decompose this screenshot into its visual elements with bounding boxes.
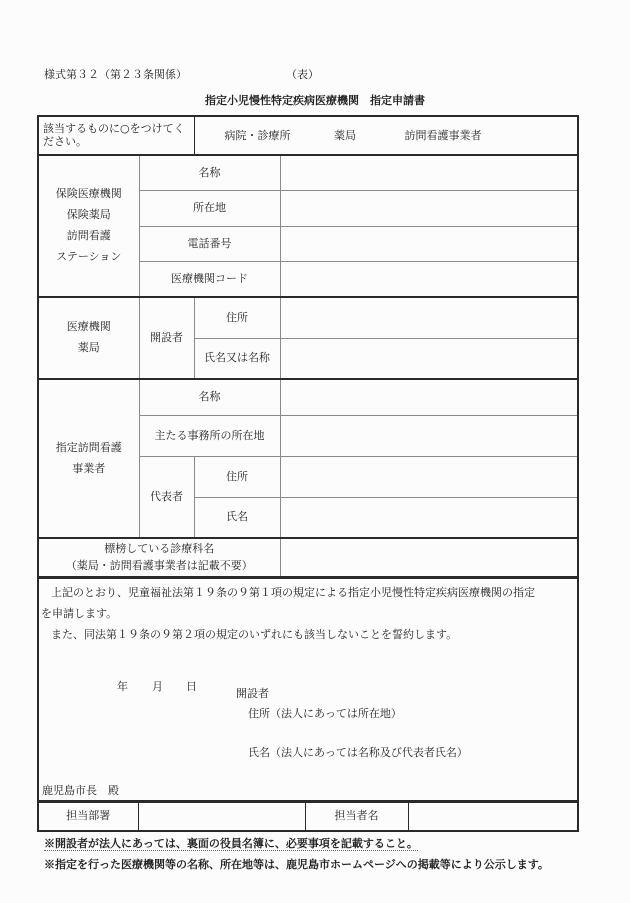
location-input[interactable]: [280, 190, 578, 226]
name-input[interactable]: [280, 155, 578, 190]
heading-line: 保険医療機関: [55, 187, 122, 201]
specialty-label-line: 標榜している診療科名: [104, 542, 215, 555]
main-office-input[interactable]: [280, 415, 578, 456]
institution-code-input[interactable]: [280, 261, 578, 297]
founder-name-input[interactable]: [280, 338, 578, 379]
heading-line: 訪問看護: [66, 229, 111, 242]
note-text: ※開設者が法人にあっては、裏面の役員名簿に、必要事項を記載すること。: [44, 837, 418, 850]
field-label-founder-name: 氏名又は名称: [194, 338, 280, 379]
field-label-phone: 電話番号: [139, 226, 280, 261]
field-label-location: 所在地: [139, 190, 280, 226]
rep-name-input[interactable]: [280, 497, 578, 538]
type-selection-row: [38, 116, 578, 155]
field-label-name: 名称: [139, 155, 280, 190]
contact-table: [37, 800, 579, 832]
specialty-label: [38, 538, 280, 577]
declaration-line-2: を申請します。: [41, 607, 118, 620]
option-hospital[interactable]: 病院・診療所: [224, 128, 291, 142]
representative-label: 代表者: [139, 456, 194, 538]
founder-heading: 開設者: [236, 687, 269, 700]
person-label: 担当者名: [305, 801, 408, 831]
founder-label: 開設者: [139, 297, 194, 379]
section1-heading: [38, 155, 139, 297]
provider-name-input[interactable]: [280, 379, 578, 415]
option-home-nursing[interactable]: 訪問看護事業者: [404, 128, 482, 142]
field-label-main-office: 主たる事務所の所在地: [139, 415, 280, 456]
rep-address-input[interactable]: [280, 456, 578, 497]
declaration-box: [37, 577, 579, 803]
document-title: 指定小児慢性特定疾病医療機関 指定申請書: [205, 94, 425, 107]
dept-input[interactable]: [138, 801, 305, 831]
side-label: （表）: [286, 68, 319, 81]
selection-instruction: 該当するものに○をつけてください。: [38, 116, 194, 155]
field-label-rep-name: 氏名: [194, 497, 280, 538]
form-reference: 様式第３２（第２３条関係）: [44, 68, 187, 81]
heading-line: 薬局: [77, 341, 100, 354]
field-label-address: 住所: [194, 297, 280, 338]
dept-label: 担当部署: [38, 801, 138, 831]
signature-address[interactable]: 住所（法人にあっては所在地）: [248, 707, 402, 720]
type-options: [194, 116, 578, 155]
field-label-provider-name: 名称: [139, 379, 280, 415]
heading-line: 指定訪問看護: [55, 440, 122, 454]
field-label-code: 医療機関コード: [139, 261, 280, 297]
signature-name[interactable]: 氏名（法人にあっては名称及び代表者氏名）: [248, 746, 468, 759]
note-publication: ※指定を行った医療機関等の名称、所在地等は、鹿児島市ホームページへの掲載等により公示します。: [44, 858, 549, 871]
specialty-note: （薬局・訪問看護事業者は記載不要）: [65, 558, 253, 572]
heading-line: 保険薬局: [66, 208, 111, 222]
specialty-input[interactable]: [280, 538, 578, 577]
field-label-rep-address: 住所: [194, 456, 280, 497]
section3-heading: [38, 379, 139, 538]
heading-line: 医療機関: [66, 320, 111, 334]
application-table: [37, 115, 579, 578]
addressee: 鹿児島市長 殿: [42, 784, 119, 797]
date-year[interactable]: 年: [117, 680, 128, 693]
date-day[interactable]: 日: [186, 680, 197, 693]
phone-input[interactable]: [280, 226, 578, 261]
section2-heading: [38, 297, 139, 379]
heading-line: 事業者: [72, 461, 106, 475]
person-input[interactable]: [408, 801, 578, 831]
founder-address-input[interactable]: [280, 297, 578, 338]
heading-line: ステーション: [56, 249, 122, 263]
date-month[interactable]: 月: [152, 680, 163, 693]
pledge-line: また、同法第１９条の９第２項の規定のいずれにも該当しないことを誓約します。: [51, 628, 458, 641]
declaration-line-1: 上記のとおり、児童福祉法第１９条の９第１項の規定による指定小児慢性特定疾病医療機関の指定: [51, 586, 535, 599]
note-officers: [44, 835, 418, 851]
option-pharmacy[interactable]: 薬局: [334, 128, 357, 142]
